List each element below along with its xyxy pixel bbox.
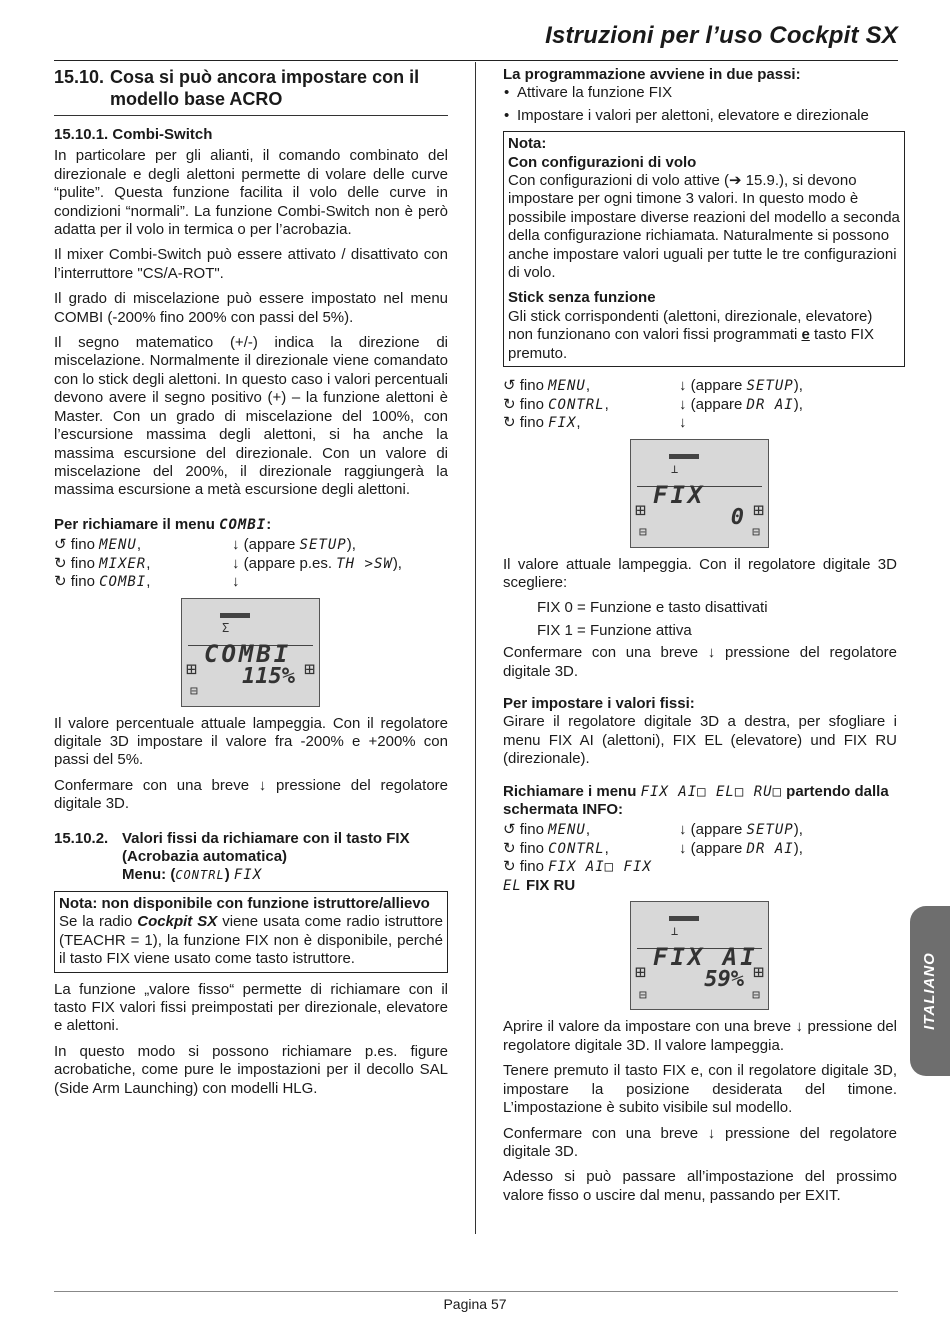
note-box-flight-config bbox=[503, 131, 905, 367]
note-subtitle: Stick senza funzione bbox=[508, 289, 656, 307]
fix-menu-steps bbox=[503, 377, 897, 433]
left-column bbox=[54, 66, 448, 1105]
menu-step-row bbox=[54, 573, 448, 592]
right-column bbox=[503, 66, 900, 1212]
section-number: 15.10. bbox=[54, 67, 105, 87]
lcd-line2: 115% bbox=[242, 663, 295, 689]
paragraph: Il grado di miscelazione può essere impostato nel menu COMBI (-200% fino 200% con passi del 5%). bbox=[54, 290, 448, 326]
menu-step-result: ↓ (appare SETUP), bbox=[679, 821, 803, 839]
page-number: Pagina 57 bbox=[443, 1296, 507, 1312]
note-text: Gli stick corrispondenti (alettoni, direzionale, elevatore) non funzionano con valori fissi programmati e tasto FIX premuto. bbox=[508, 307, 875, 362]
subsection-number: 15.10.2. bbox=[54, 829, 109, 847]
paragraph: La funzione „valore fisso“ permette di richiamare con il tasto FIX valori fissi preimpostati per direzionale, elevatore e alettoni. bbox=[54, 980, 448, 1035]
lcd-trim-icon: ⊞ bbox=[635, 499, 646, 521]
lcd-trim-icon: ⊟ bbox=[190, 684, 198, 700]
paragraph: Confermare con una breve ↓ pressione del regolatore digitale 3D. bbox=[503, 1124, 897, 1160]
note-title: Nota: bbox=[508, 135, 547, 153]
lcd-display-fix-ai bbox=[630, 901, 769, 1010]
menu-step-row bbox=[54, 536, 448, 555]
lcd-line2: 59% bbox=[704, 967, 744, 993]
lcd-line2: 0 bbox=[730, 504, 744, 530]
paragraph: Il valore attuale lampeggia. Con il regolatore digitale 3D scegliere: bbox=[503, 555, 897, 591]
menu-step-result: ↓ (appare DR AI), bbox=[679, 395, 803, 413]
recall-menu-title: Per richiamare il menu COMBI: bbox=[54, 515, 272, 533]
lcd-trim-icon: ⊞ bbox=[186, 658, 197, 680]
lcd-display-fix bbox=[630, 439, 769, 548]
menu-step-action: ↻ fino CONTRL, bbox=[503, 395, 609, 413]
lcd-trim-icon: ⊞ bbox=[635, 962, 646, 984]
lcd-trim-icon: ⊟ bbox=[752, 525, 760, 541]
section-rule bbox=[54, 115, 448, 116]
lcd-trim-icon: ⊟ bbox=[639, 988, 647, 1004]
lcd-trim-icon: ⊞ bbox=[753, 962, 764, 984]
menu-step-row bbox=[503, 414, 897, 433]
section-title: Cosa si può ancora impostare con il modello base ACRO bbox=[110, 67, 420, 109]
lcd-trim-mark bbox=[669, 916, 699, 921]
paragraph: Confermare con una breve ↓ pressione del regolatore digitale 3D. bbox=[54, 776, 448, 813]
subsection-fix-heading bbox=[54, 830, 448, 885]
lcd-line1: FIX bbox=[653, 480, 706, 509]
menu-step-result: ↓ bbox=[232, 573, 240, 591]
paragraph: Aprire il valore da impostare con una breve ↓ pressione del regolatore digitale 3D. Il valore lampeggia. bbox=[503, 1018, 897, 1054]
lcd-trim-mark bbox=[669, 454, 699, 459]
language-tab-label: ITALIANO bbox=[920, 952, 938, 1030]
paragraph: Tenere premuto il tasto FIX e, con il regolatore digitale 3D, impostare la posizione desiderata del timone. L’impostazione è subito visibile sul modello. bbox=[503, 1062, 897, 1117]
list-item: • Attivare la funzione FIX bbox=[503, 84, 897, 102]
section-heading bbox=[54, 66, 448, 110]
lcd-trim-icon: ⊞ bbox=[304, 658, 315, 680]
menu-step-action: ↻ fino FIX AI□ FIX EL FIX RU bbox=[503, 858, 652, 894]
menu-step-row bbox=[503, 377, 897, 396]
subsection-combi-switch-title: 15.10.1. Combi-Switch bbox=[54, 126, 213, 143]
programming-title: La programmazione avviene in due passi: bbox=[503, 66, 801, 83]
menu-step-action: ↻ fino COMBI, bbox=[54, 573, 151, 591]
lcd-line1: COMBI bbox=[204, 639, 292, 668]
paragraph: In questo modo si possono richiamare p.es. figure acrobatiche, come pure le impostazioni per il decollo SAL (Side Arm Launching) con modelli HLG. bbox=[54, 1042, 448, 1097]
lcd-trim-icon: ⊞ bbox=[753, 499, 764, 521]
lcd-trim-mark bbox=[220, 613, 250, 618]
menu-step-action: ↺ fino MENU, bbox=[54, 536, 141, 554]
menu-step-result: ↓ (appare SETUP), bbox=[679, 377, 803, 395]
paragraph: Il valore percentuale attuale lampeggia. Con il regolatore digitale 3D impostare il valore fra -200% e +200% con passi del 5%. bbox=[54, 714, 448, 769]
menu-step-action: ↻ fino MIXER, bbox=[54, 554, 151, 572]
column-divider bbox=[475, 62, 476, 1234]
programming-steps-list bbox=[503, 84, 897, 125]
language-tab bbox=[910, 906, 950, 1076]
lcd-stick-symbol: ⊥ bbox=[671, 924, 679, 939]
paragraph: Confermare con una breve ↓ pressione del regolatore digitale 3D. bbox=[503, 644, 897, 680]
menu-step-row bbox=[503, 858, 897, 895]
paragraph: In particolare per gli alianti, il comando combinato del direzionale e degli alettoni permette di volare delle curve “pulite”. Questa funzione facilita il volo delle curve in condizioni “normali”. La funzione Combi-Switch non è però adatta per il volo in termica o per l’acrobazia. bbox=[54, 147, 448, 239]
note-text: Con configurazioni di volo attive (➔ 15.9.), si devono impostare per ogni timone 3 valori. In questo modo è possibile impostare diverse reazioni del modello a seconda della configurazione richiamata. Naturalmente si possono anche impostare valori uguali per tutte le tre configurazioni di volo. bbox=[508, 172, 900, 282]
menu-step-action: ↺ fino MENU, bbox=[503, 821, 590, 839]
note-title: Nota: non disponibile con funzione istruttore/allievo bbox=[59, 894, 430, 912]
note-text: Se la radio Cockpit SX viene usata come radio istruttore (TEACHR = 1), la funzione FIX non è disponibile, perché il tasto FIX viene usato come tasto istruttore. bbox=[59, 913, 443, 968]
paragraph: Il segno matematico (+/-) indica la direzione di miscelazione. Normalmente il direzionale viene comandato con lo stick degli alettoni. In questo caso i valori percentuali devono avere il segno positivo (+) – la funzione alettoni è Master. Con un grado di miscelazione del 100%, con l’escursione massima degli alettoni, si ha anche la massima escursione del direzionale. Con un valore di miscelazione del 200%, il direzionale raggiungerà la massima escursione a metà escursione degli alettoni. bbox=[54, 334, 448, 499]
paragraph: Girare il regolatore digitale 3D a destra, per sfogliare i menu FIX AI (alettoni), FIX EL (elevatore) und FIX RU (direzionale). bbox=[503, 713, 897, 768]
note-subtitle: Con configurazioni di volo bbox=[508, 153, 697, 171]
menu-step-row bbox=[54, 555, 448, 574]
menu-step-result: ↓ bbox=[679, 414, 687, 432]
menu-step-action: ↻ fino FIX, bbox=[503, 414, 581, 432]
fix-option-0: FIX 0 = Funzione e tasto disattivati bbox=[537, 599, 768, 617]
menu-step-row bbox=[503, 840, 897, 859]
lcd-trim-icon: ⊟ bbox=[639, 525, 647, 541]
menu-step-action: ↻ fino CONTRL, bbox=[503, 839, 609, 857]
list-item: • Impostare i valori per alettoni, elevatore e direzionale bbox=[503, 107, 897, 125]
lcd-trim-icon: ⊟ bbox=[752, 988, 760, 1004]
lcd-stick-symbol: ⊥ bbox=[671, 461, 679, 476]
paragraph: Il mixer Combi-Switch può essere attivato / disattivato con l’interruttore "CS/A-ROT". bbox=[54, 246, 448, 282]
menu-step-result: ↓ (appare p.es. TH >SW), bbox=[232, 554, 402, 572]
menu-step-action: ↺ fino MENU, bbox=[503, 377, 590, 395]
page-header-title: Istruzioni per l’uso Cockpit SX bbox=[545, 22, 898, 49]
recall-fix-menu-title: Richiamare i menu FIX AI□ EL□ RU□ partendo dalla schermata INFO: bbox=[503, 782, 889, 819]
brand-name: Cockpit SX bbox=[137, 913, 218, 931]
fix-values-menu-steps bbox=[503, 821, 897, 895]
fix-option-1: FIX 1 = Funzione attiva bbox=[537, 621, 692, 639]
footer-rule bbox=[54, 1291, 898, 1292]
menu-step-row bbox=[503, 821, 897, 840]
menu-step-result: ↓ (appare SETUP), bbox=[232, 536, 356, 554]
lcd-line1: FIX AI bbox=[653, 943, 758, 972]
set-values-title: Per impostare i valori fissi: bbox=[503, 695, 695, 713]
subsection-fix-title: Valori fissi da richiamare con il tasto FIX (Acrobazia automatica) Menu: (CONTRL) FIX bbox=[122, 829, 410, 884]
paragraph: Adesso si può passare all’impostazione del prossimo valore fisso o uscire dal menu, passando per EXIT. bbox=[503, 1168, 897, 1204]
menu-step-result: ↓ (appare DR AI), bbox=[679, 839, 803, 857]
lcd-display-combi bbox=[181, 598, 320, 707]
lcd-sigma-symbol: Σ bbox=[222, 620, 230, 635]
menu-step-row bbox=[503, 396, 897, 415]
recall-menu-steps bbox=[54, 536, 448, 592]
note-box-teacher bbox=[54, 891, 448, 973]
header-rule bbox=[54, 60, 898, 61]
